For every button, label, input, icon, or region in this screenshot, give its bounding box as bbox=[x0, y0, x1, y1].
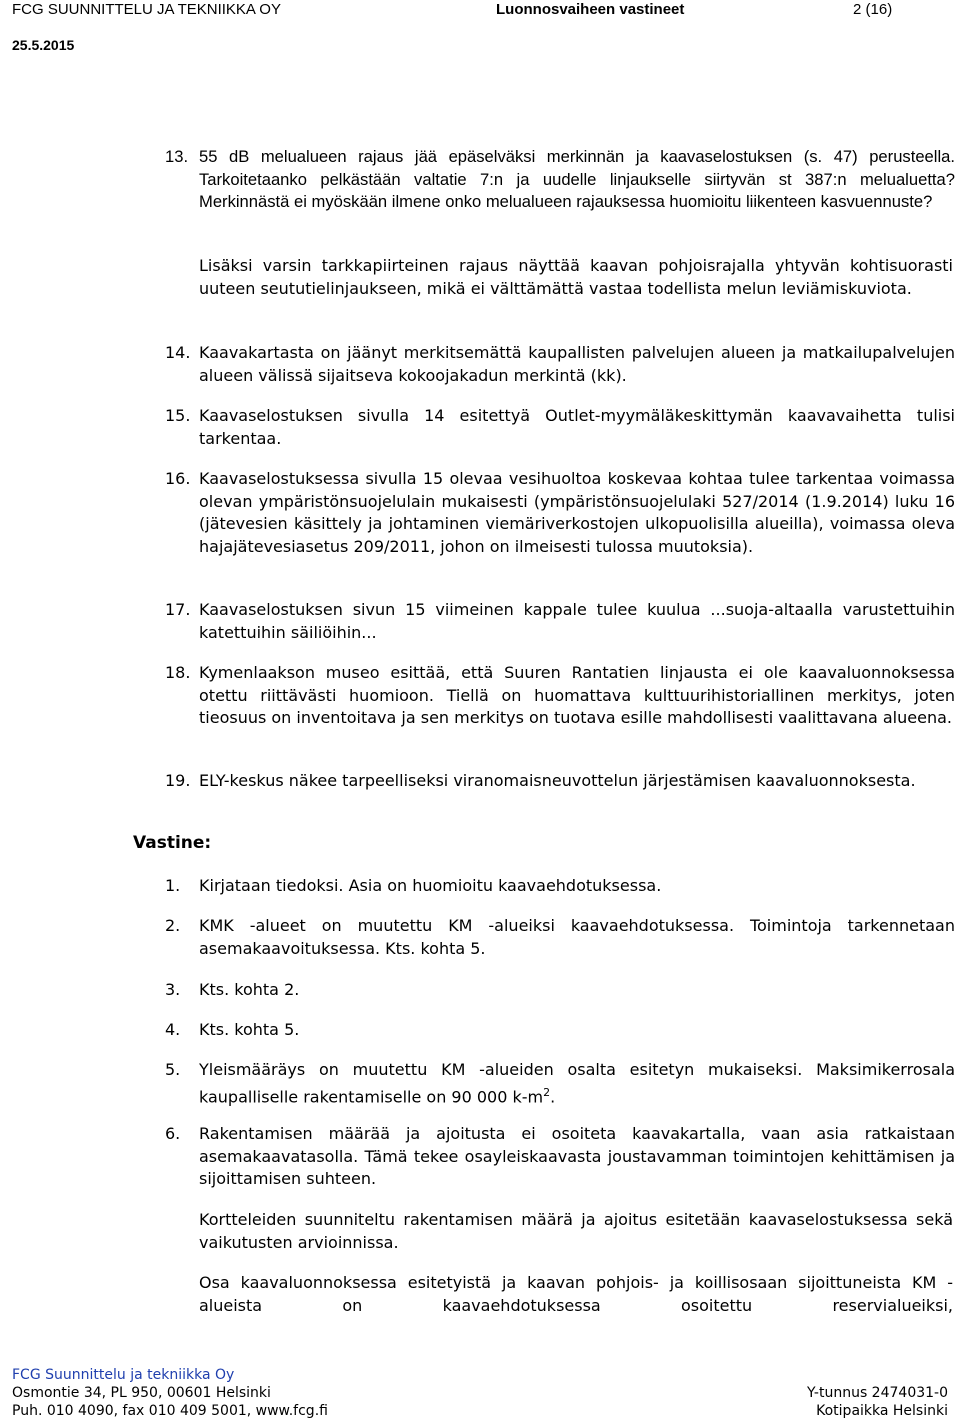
list-item-number: 14. bbox=[165, 343, 191, 362]
footer-address: Osmontie 34, PL 950, 00601 Helsinki bbox=[12, 1385, 271, 1401]
list-item-number: 18. bbox=[165, 663, 191, 682]
paragraph-melu-rajaus: Lisäksi varsin tarkkapiirteinen rajaus näyttää kaavan pohjoisrajalla yhtyvän kohtisuorasti uuteen seututielinjaukseen, mikä ei välttämättä vastaa todellista melun leviämiskuviota. bbox=[199, 256, 953, 298]
list-item-19 bbox=[165, 770, 955, 793]
list-item-13 bbox=[165, 146, 955, 214]
list-item-number: 17. bbox=[165, 600, 191, 619]
list-item-text bbox=[199, 1059, 955, 1108]
list-item-number: 16. bbox=[165, 469, 191, 488]
response-3 bbox=[165, 979, 955, 1002]
list-item-text: Kts. kohta 2. bbox=[199, 980, 300, 999]
list-item-text: 55 dB melualueen rajaus jää epäselväksi merkinnän ja kaavaselostuksen (s. 47) perusteella. Tarkoitetaanko pelkästään valtatie 7:n ja uudelle linjaukselle siirtyvän st 387:n melualuetta? Merkinnästä ei myöskään ilmene onko melualueen rajauksessa huomioitu liikenteen kasvuennuste? bbox=[199, 147, 955, 211]
vastine-heading: Vastine: bbox=[133, 833, 212, 853]
list-item-text: Kaavaselostuksessa sivulla 15 olevaa vesihuoltoa koskevaa kohtaa tulee tarkentaa voimassa olevan ympäristönsuojelulain mukaisesti (ympäristönsuojelulaki 527/2014 (1.9.2014) luku 16 (jätevesien käsittely ja johtaminen viemäriverkostojen ulkopuolisilla alueilla), voimassa oleva hajajätevesiasetus 209/2011, johon on ilmeisesti tulossa muutoksia). bbox=[199, 469, 955, 556]
list-item-15 bbox=[165, 405, 955, 450]
paragraph-kortteleiden: Kortteleiden suunniteltu rakentamisen määrä ja ajoitus esitetään kaavaselostuksessa sekä vaikutusten arvioinnissa. bbox=[199, 1210, 953, 1252]
header-date: 25.5.2015 bbox=[12, 37, 75, 53]
list-item-18 bbox=[165, 662, 955, 730]
footer-domicile: Kotipaikka Helsinki bbox=[816, 1403, 948, 1419]
response-text: Yleismääräys on muutettu KM -alueiden osalta esitetyn mukaiseksi. Maksimikerrosala kaupalliselle rakentamiselle on 90 000 k-m bbox=[199, 1060, 955, 1106]
list-item-text: Rakentamisen määrää ja ajoitusta ei osoiteta kaavakartalla, vaan asia ratkaistaan asemakaavatasolla. Tämä tekee osayleiskaavasta joustavamman toimintojen kehittämisen ja sijoittamisen suhteen. bbox=[199, 1124, 955, 1188]
response-5 bbox=[165, 1059, 955, 1108]
list-item-number: 4. bbox=[165, 1020, 181, 1039]
list-item-number: 15. bbox=[165, 406, 191, 425]
list-item-text: Kaavaselostuksen sivun 15 viimeinen kappale tulee kuulua ...suoja-altaalla varustettuihin katettuihin säiliöihin... bbox=[199, 600, 955, 642]
list-item-number: 1. bbox=[165, 876, 181, 895]
footer-contact: Puh. 010 4090, fax 010 409 5001, www.fcg.fi bbox=[12, 1403, 328, 1419]
list-item-text: KMK -alueet on muutettu KM -alueiksi kaavaehdotuksessa. Toimintoja tarkennetaan asemakaavoituksessa. Kts. kohta 5. bbox=[199, 916, 955, 958]
list-item-text: ELY-keskus näkee tarpeelliseksi viranomaisneuvottelun järjestämisen kaavaluonnoksesta. bbox=[199, 771, 916, 790]
list-item-number: 19. bbox=[165, 771, 191, 790]
response-1 bbox=[165, 875, 955, 898]
response-2 bbox=[165, 915, 955, 960]
response-6 bbox=[165, 1123, 955, 1191]
superscript: 2 bbox=[543, 1085, 551, 1099]
response-suffix: . bbox=[550, 1086, 556, 1106]
paragraph-reservialueet: Osa kaavaluonnoksessa esitetyistä ja kaavan pohjois- ja koillisosaan sijoittuneista KM -alueista on kaavaehdotuksessa osoitettu reservialueiksi, bbox=[199, 1273, 953, 1315]
list-item-text: Kaavaselostuksen sivulla 14 esitettyä Outlet-myymäläkeskittymän kaavavaihetta tulisi tarkentaa. bbox=[199, 406, 955, 448]
footer-company: FCG Suunnittelu ja tekniikka Oy bbox=[12, 1367, 235, 1383]
list-item-number: 5. bbox=[165, 1060, 181, 1079]
list-item-number: 3. bbox=[165, 980, 181, 999]
list-item-number: 6. bbox=[165, 1124, 181, 1143]
list-item-number: 13. bbox=[165, 147, 189, 166]
list-item-17 bbox=[165, 599, 955, 644]
response-4 bbox=[165, 1019, 955, 1042]
list-item-text: Kts. kohta 5. bbox=[199, 1020, 300, 1039]
list-item-number: 2. bbox=[165, 916, 181, 935]
header-page-number: 2 (16) bbox=[853, 1, 893, 18]
header-document-title: Luonnosvaiheen vastineet bbox=[496, 1, 685, 18]
footer-business-id: Y-tunnus 2474031-0 bbox=[807, 1385, 948, 1401]
list-item-14 bbox=[165, 342, 955, 387]
list-item-16 bbox=[165, 468, 955, 558]
list-item-text: Kirjataan tiedoksi. Asia on huomioitu kaavaehdotuksessa. bbox=[199, 876, 662, 895]
list-item-text: Kaavakartasta on jäänyt merkitsemättä kaupallisten palvelujen alueen ja matkailupalvelujen alueen välissä sijaitseva kokoojakadun merkintä (kk). bbox=[199, 343, 955, 385]
list-item-text: Kymenlaakson museo esittää, että Suuren Rantatien linjausta ei ole kaavaluonnoksessa otettu riittävästi huomioon. Tiellä on huomattava kulttuurihistoriallinen merkitys, joten tieosuus on inventoitava ja sen merkitys on tuotava esille mahdollisesti vaalittavana alueena. bbox=[199, 663, 955, 727]
header-company: FCG SUUNNITTELU JA TEKNIIKKA OY bbox=[12, 1, 281, 18]
